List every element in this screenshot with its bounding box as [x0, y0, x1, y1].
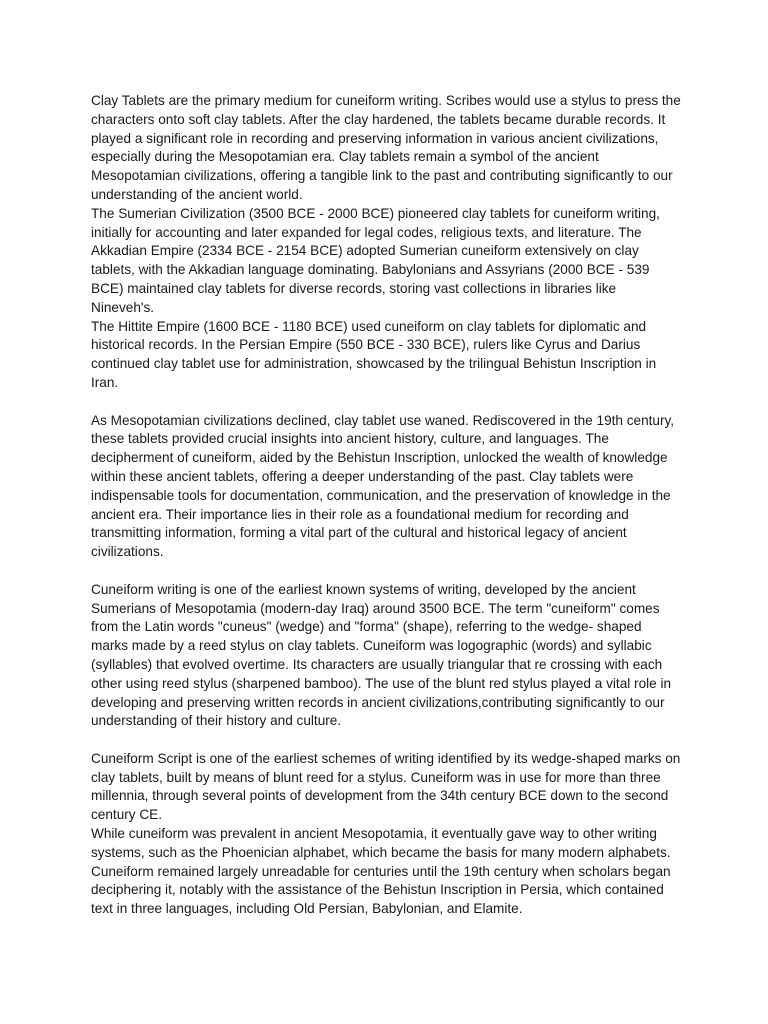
paragraph-hittite-persian: The Hittite Empire (1600 BCE - 1180 BCE) used cuneiform on clay tablets for diplomatic and historical records. In the Persian Empire (550 BCE - 330 BCE), rulers like Cyrus and Darius continued clay tablet use for administration, showcased by the trilingual Behistun Inscription in Iran. — [91, 318, 657, 390]
paragraph-spacer — [91, 731, 681, 750]
paragraph-clay-tablets-intro: Clay Tablets are the primary medium for cuneiform writing. Scribes would use a stylus to press the characters onto soft clay tablets. After the clay hardened, the tablets became durable records. It played a significant role in recording and preserving information in various ancient civilizations, especially during the Mesopotamian era. Clay tablets remain a symbol of the ancient Mesopotamian civilizations, offering a tangible link to the past and contributing significantly to our understanding of the ancient world. — [91, 93, 681, 202]
paragraph-cuneiform-writing: Cuneiform writing is one of the earliest known systems of writing, developed by the ancient Sumerians of Mesopotamia (modern-day Iraq) around 3500 BCE. The term "cuneiform" comes from the Latin words "cuneus" (wedge) and "forma" (shape), referring to the wedge- shaped marks made by a reed stylus on clay tablets. Cuneiform was logographic (words) and syllabic (syllables) that evolved overtime. Its characters are usually triangular that re crossing with each other using reed stylus (sharpened bamboo). The use of the blunt red stylus played a vital role in developing and preserving written records in ancient civilizations,contributing significantly to our understanding of their history and culture. — [91, 581, 672, 729]
paragraph-cuneiform-script: Cuneiform Script is one of the earliest schemes of writing identified by its wedge-shaped marks on clay tablets, built by means of blunt reed for a stylus. Cuneiform was in use for more than three millennia, through several points of development from the 34th century BCE down to the second century CE. — [91, 750, 681, 823]
paragraph-spacer — [91, 393, 681, 412]
paragraph-sumerian-akkadian: The Sumerian Civilization (3500 BCE - 2000 BCE) pioneered clay tablets for cuneiform writing, initially for accounting and later expanded for legal codes, religious texts, and literature. The Akkadian Empire (2334 BCE - 2154 BCE) adopted Sumerian cuneiform extensively on clay tablets, with the Akkadian language dominating. Babylonians and Assyrians (2000 BCE - 539 BCE) maintained clay tablets for diverse records, storing vast collections in libraries like Nineveh's. — [91, 205, 660, 315]
document-body — [91, 92, 681, 919]
paragraph-decipherment: While cuneiform was prevalent in ancient Mesopotamia, it eventually gave way to other writing systems, such as the Phoenician alphabet, which became the basis for many modern alphabets. Cuneiform remained largely unreadable for centuries until the 19th century when scholars began deciphering it, notably with the assistance of the Behistun Inscription in Persia, which contained text in three languages, including Old Persian, Babylonian, and Elamite. — [91, 826, 671, 917]
paragraph-decline-rediscovery: As Mesopotamian civilizations declined, clay tablet use waned. Rediscovered in the 19th century, these tablets provided crucial insights into ancient history, culture, and languages. The decipherment of cuneiform, aided by the Behistun Inscription, unlocked the wealth of knowledge within these ancient tablets, offering a deeper understanding of the past. Clay tablets were indispensable tools for documentation, communication, and the preservation of knowledge in the ancient era. Their importance lies in their role as a foundational medium for recording and transmitting information, forming a vital part of the cultural and historical legacy of ancient civilizations. — [91, 412, 675, 560]
paragraph-spacer — [91, 562, 681, 581]
